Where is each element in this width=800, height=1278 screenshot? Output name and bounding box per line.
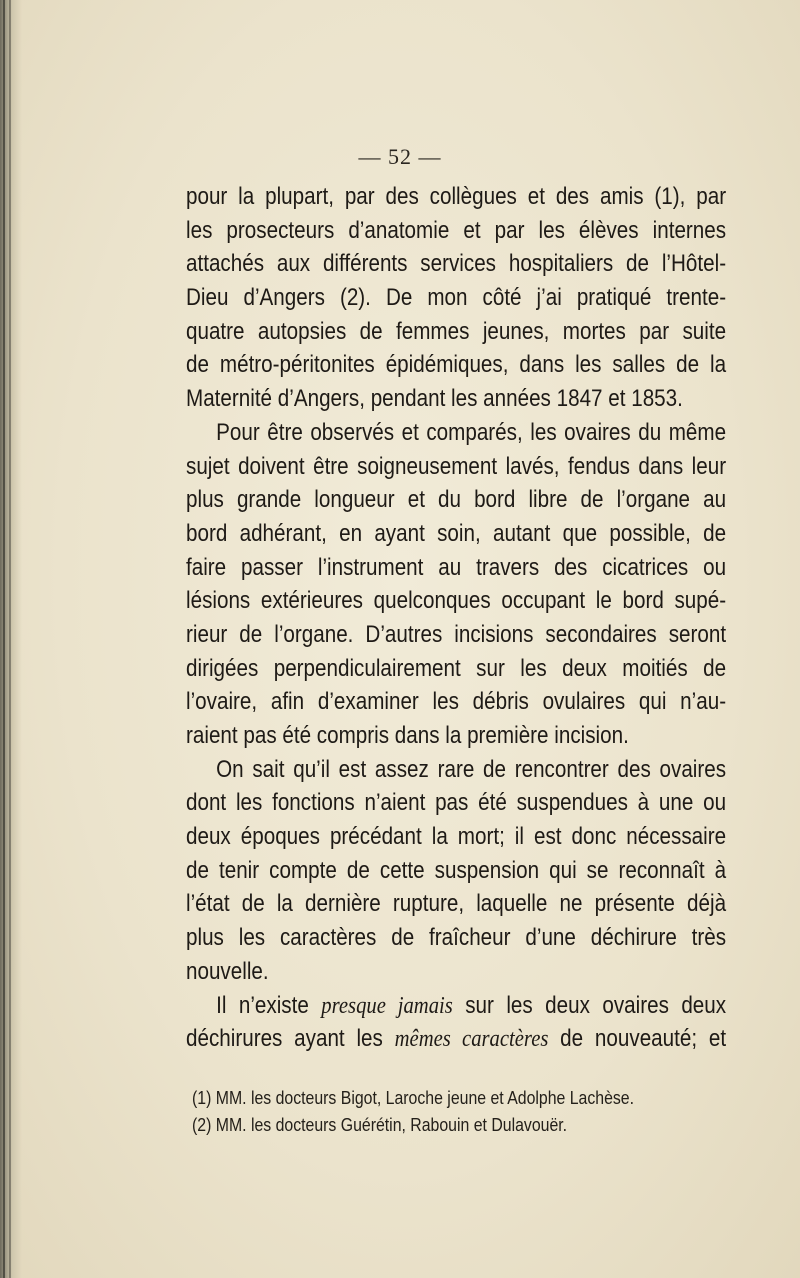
text-line: attachés aux différents services hospitaliers de l’Hôtel- xyxy=(186,250,727,278)
text-line: raient pas été compris dans la première incision. xyxy=(186,722,629,749)
text-line: de métro-péritonites épidémiques, dans les salles de la xyxy=(186,351,727,379)
text-line: sujet doivent être soigneusement lavés, fendus dans leur xyxy=(186,452,727,480)
text-line xyxy=(186,1022,726,1056)
binding-line xyxy=(3,0,5,1278)
text-line: plus les caractères de fraîcheur d’une déchirure très xyxy=(186,924,727,952)
text-line: Maternité d’Angers, pendant les années 1847 et 1853. xyxy=(186,385,683,413)
italic-emphasis: mêmes caractères xyxy=(394,1026,549,1053)
text-segment: sur les deux ovaires deux xyxy=(452,991,727,1019)
text-line: On sait qu’il est assez rare de rencontrer des ovaires xyxy=(216,755,727,783)
footnotes xyxy=(192,1085,712,1139)
italic-emphasis: presque jamais xyxy=(321,992,453,1019)
footnote: (2) MM. les docteurs Guérétin, Rabouin et Dulavouër. xyxy=(192,1115,568,1135)
text-line: pour la plupart, par des collègues et des amis (1), par xyxy=(186,183,727,210)
text-line: dirigées perpendiculairement sur les deux moitiés de xyxy=(186,654,727,682)
page-number: — 52 — xyxy=(358,144,442,169)
text-line: Dieu d’Angers (2). De mon côté j’ai pratiqué trente- xyxy=(186,284,727,312)
text-line: plus grande longueur et du bord libre de l’organe au xyxy=(186,486,727,514)
text-segment: Il n’existe xyxy=(216,991,322,1019)
text-line: les prosecteurs d’anatomie et par les élèves internes xyxy=(186,216,727,244)
text-segment: de nouveauté; et xyxy=(548,1025,727,1053)
body-text xyxy=(186,180,726,1056)
text-line: de tenir compte de cette suspension qui se reconnaît à xyxy=(186,856,727,884)
text-line: bord adhérant, en ayant soin, autant que possible, de xyxy=(186,519,727,547)
text-line: deux époques précédant la mort; il est donc nécessaire xyxy=(186,823,727,851)
text-line: nouvelle. xyxy=(186,957,269,985)
text-line: rieur de l’organe. D’autres incisions secondaires seront xyxy=(186,620,727,648)
text-line: faire passer l’instrument au travers des cicatrices ou xyxy=(186,553,727,581)
text-line: Pour être observés et comparés, les ovaires du même xyxy=(216,418,727,446)
text-line: l’état de la dernière rupture, laquelle ne présente déjà xyxy=(186,890,727,918)
footnote: (1) MM. les docteurs Bigot, Laroche jeune et Adolphe Lachèse. xyxy=(192,1088,635,1108)
binding-line xyxy=(9,0,11,1278)
text-line xyxy=(186,989,726,1023)
text-segment: déchirures ayant les xyxy=(186,1025,395,1053)
text-line: l’ovaire, afin d’examiner les débris ovulaires qui n’au- xyxy=(186,688,727,716)
text-line: dont les fonctions n’aient pas été suspendues à une ou xyxy=(186,789,727,817)
text-line: lésions extérieures quelconques occupant le bord supé- xyxy=(186,587,727,615)
text-line: quatre autopsies de femmes jeunes, mortes par suite xyxy=(186,317,727,345)
